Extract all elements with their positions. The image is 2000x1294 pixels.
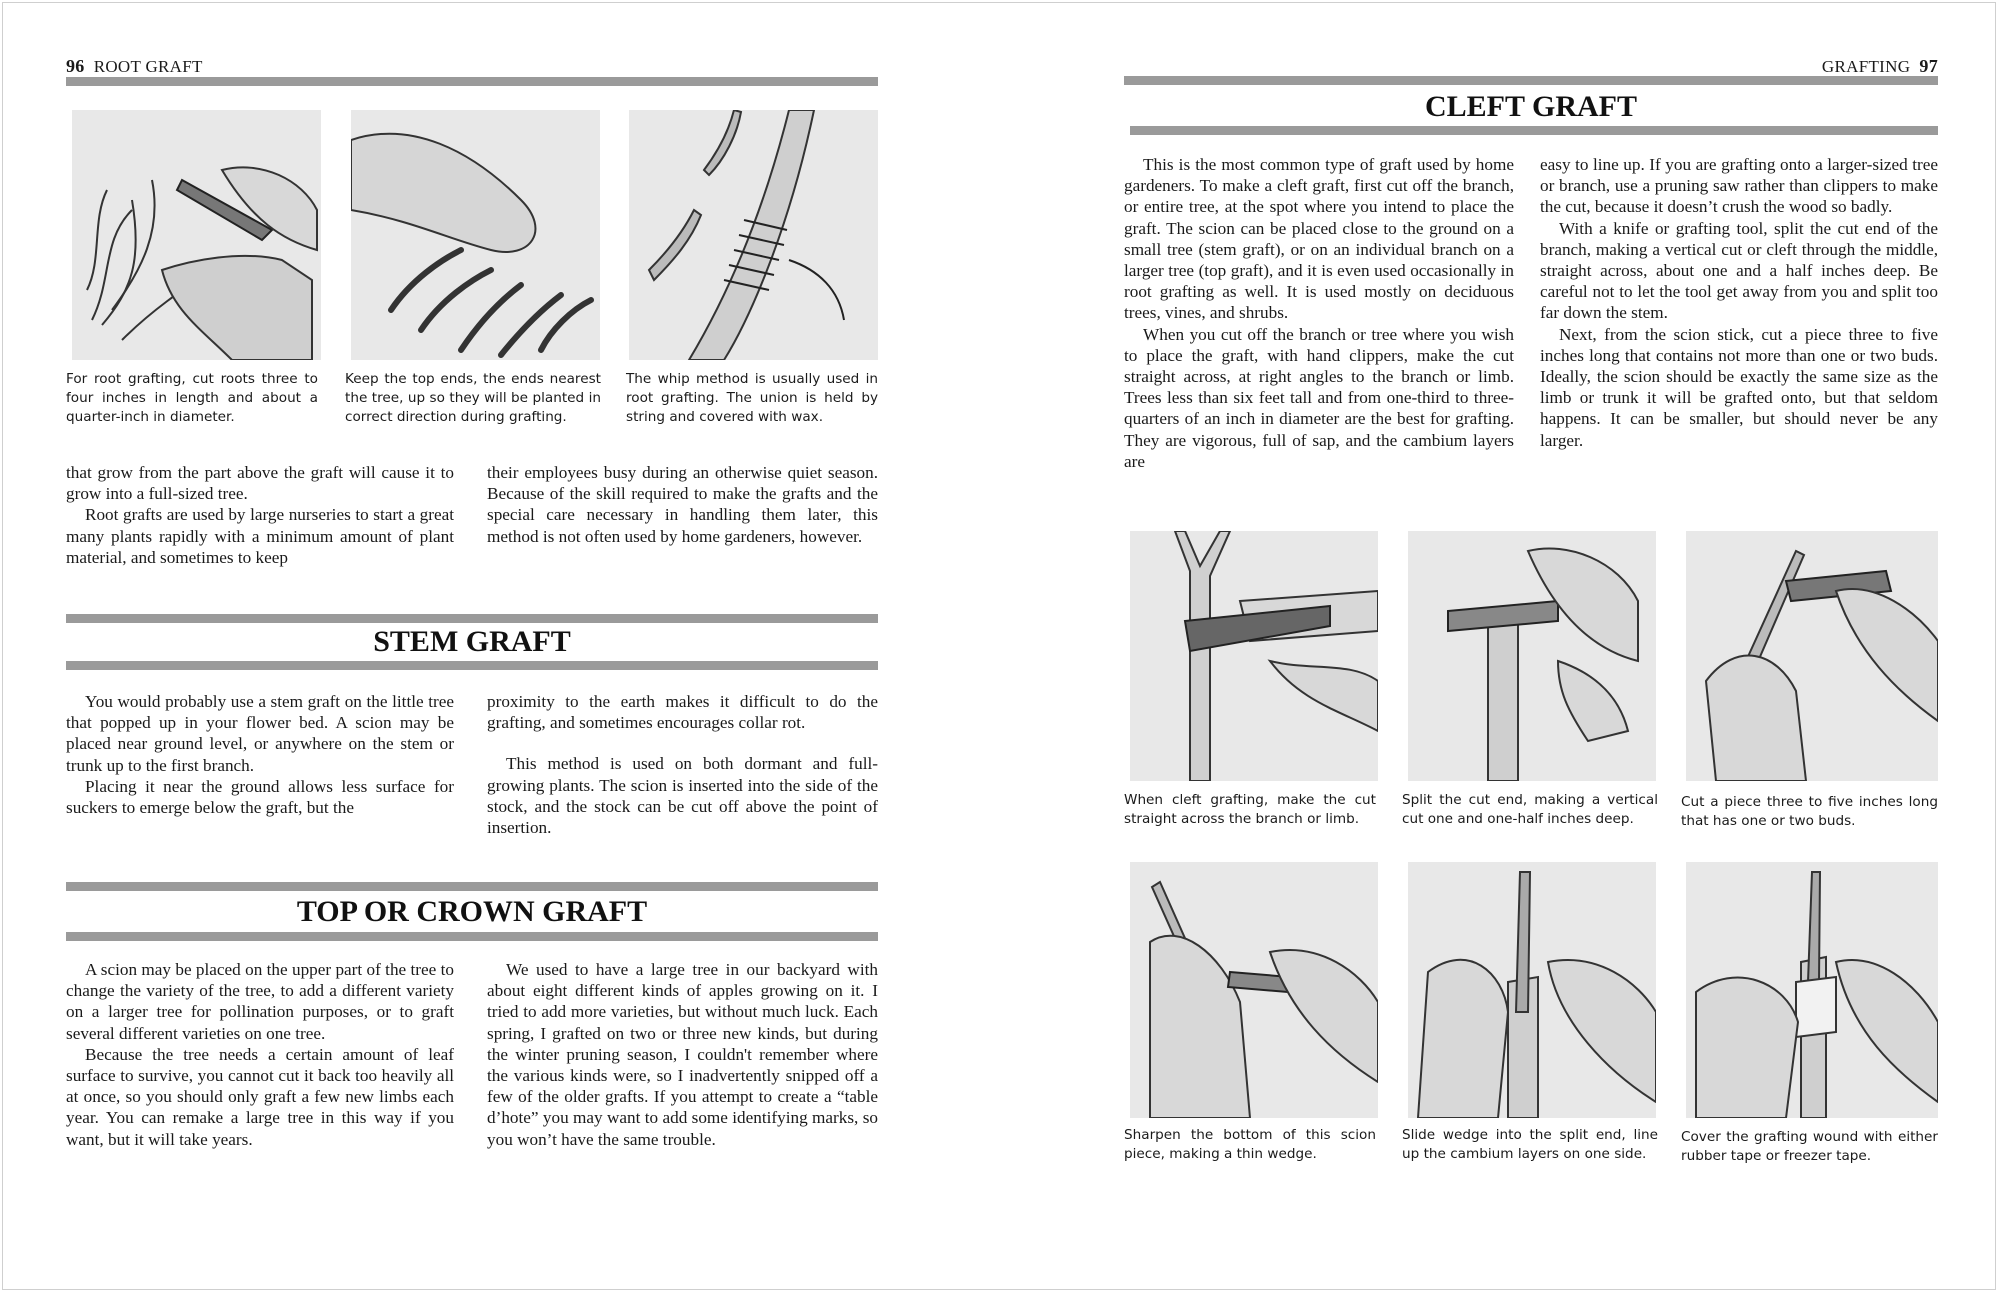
paragraph: their employees busy during an otherwise quiet season. Because of the skill required to make the grafts and the special care necessary in handling them later, this method is not often used by home gardeners, however.	[487, 463, 878, 546]
paragraph: proximity to the earth makes it difficult to do the grafting, and sometimes encourages collar rot.	[487, 692, 878, 733]
paragraph: Because the tree needs a certain amount of leaf surface to survive, you cannot cut it back too heavily all at once, so you should only graft a few new limbs each year. You can remake a large tree in this way if you want, but it will take years.	[66, 1044, 454, 1149]
insert-wedge-illustration	[1408, 862, 1656, 1118]
section-rule-top	[66, 882, 878, 891]
paragraph: Placing it near the ground allows less surface for suckers to emerge below the graft, but the	[66, 776, 454, 818]
paragraph: easy to line up. If you are grafting onto a larger-sized tree or branch, use a pruning saw rather than clippers to make the cut, because it doesn’t crush the wood so badly.	[1540, 155, 1938, 217]
figure-caption: Cover the grafting wound with either rubber tape or freezer tape.	[1681, 1129, 1938, 1164]
paragraph: With a knife or grafting tool, split the cut end of the branch, making a vertical cut or cleft through the middle, straight across, about one and a half inches deep. Be careful not to let the tool get away from you and split too far down the stem.	[1540, 218, 1938, 323]
figure-caption: Cut a piece three to five inches long that has one or two buds.	[1681, 794, 1938, 829]
cleft-graft-column-1	[1124, 154, 1514, 472]
sharpen-scion-illustration	[1130, 862, 1378, 1118]
cut-branch-illustration	[1130, 531, 1378, 781]
stem-graft-column-1	[66, 691, 454, 818]
root-cutting-illustration	[72, 110, 321, 360]
section-rule-bottom	[66, 932, 878, 941]
paragraph: that grow from the part above the graft will cause it to grow into a full-sized tree.	[66, 463, 454, 504]
heading-rule	[1130, 126, 1938, 135]
top-rule	[1124, 76, 1938, 85]
figure-caption: Split the cut end, making a vertical cut one and one-half inches deep.	[1402, 792, 1658, 827]
figure-caption: For root grafting, cut roots three to four inches in length and about a quarter-inch in diameter.	[66, 371, 318, 425]
left-running-head	[66, 56, 203, 77]
root-graft-column-2	[487, 462, 878, 547]
section-rule-bottom	[66, 661, 878, 670]
paragraph: Root grafts are used by large nurseries to start a great many plants rapidly with a minimum amount of plant material, and sometimes to keep	[66, 505, 454, 567]
cut-scion-illustration	[1686, 531, 1938, 781]
paragraph: Next, from the scion stick, cut a piece three to five inches long that contains not more than one or two buds. Ideally, the scion should be exactly the same size as the limb or trunk it will be grafted onto, but that seldom happens. It can be smaller, but should never be any larger.	[1540, 324, 1938, 450]
stem-graft-column-2	[487, 691, 878, 838]
root-pieces-illustration	[351, 110, 600, 360]
root-graft-column-1	[66, 462, 454, 568]
page-heading: CLEFT GRAFT	[1425, 90, 1637, 123]
section-heading: TOP OR CROWN GRAFT	[296, 895, 648, 928]
section-rule-top	[66, 614, 878, 623]
paragraph: A scion may be placed on the upper part of the tree to change the variety of the tree, to add a different variety on a larger tree for pollination purposes, or to graft several different varieties on one tree.	[66, 960, 454, 1043]
whip-graft-illustration	[629, 110, 878, 360]
figure-caption: Sharpen the bottom of this scion piece, making a thin wedge.	[1124, 1127, 1376, 1162]
cleft-graft-column-2	[1540, 154, 1938, 451]
left-page-number: 96	[66, 56, 85, 76]
left-section-title: ROOT GRAFT	[93, 57, 203, 76]
figure-caption: Slide wedge into the split end, line up the cambium layers on one side.	[1402, 1127, 1658, 1162]
section-heading: STEM GRAFT	[373, 625, 571, 658]
paragraph: This method is used on both dormant and full-growing plants. The scion is inserted into the side of the stock, and the stock can be cut off above the point of insertion.	[487, 754, 878, 838]
split-end-illustration	[1408, 531, 1656, 781]
top-graft-column-1	[66, 959, 454, 1150]
wrap-tape-illustration	[1686, 862, 1938, 1118]
paragraph: You would probably use a stem graft on the little tree that popped up in your flower bed. A scion may be placed near ground level, or anywhere on the stem or trunk up to the first branch.	[66, 692, 454, 775]
right-section-title: GRAFTING	[1821, 57, 1911, 76]
top-rule	[66, 77, 878, 86]
paragraph: When you cut off the branch or tree where you wish to place the graft, with hand clippers, make the cut straight across, at right angles to the branch or limb. Trees less than six feet tall and from one-third to three-quarters of an inch in diameter are the best for grafting. They are vigorous, full of sap, and the cambium layers are	[1124, 324, 1514, 471]
figure-caption: Keep the top ends, the ends nearest the tree, up so they will be planted in correct direction during grafting.	[345, 371, 601, 425]
paragraph: We used to have a large tree in our backyard with about eight different kinds of apples growing on it. I tried to add more varieties, but without much luck. Each spring, I grafted on two or three new kinds, but during the winter pruning season, I couldn't remember where the various kinds were, so I inadvertently snipped off a few of the older grafts. If you attempt to create a “table d’hote” you may want to add some identifying marks, so you won’t have the same trouble.	[487, 960, 878, 1149]
right-page-number: 97	[1919, 56, 1938, 76]
top-graft-column-2	[487, 959, 878, 1150]
right-running-head	[1822, 56, 1938, 77]
figure-caption: When cleft grafting, make the cut straight across the branch or limb.	[1124, 792, 1376, 827]
paragraph: This is the most common type of graft used by home gardeners. To make a cleft graft, first cut off the branch, or entire tree, at the spot where you intend to place the graft. The scion can be placed close to the ground on a small tree (stem graft), or on an individual branch on a larger tree (top graft), and it is even used occasionally in root grafting as well. It is used mostly on deciduous trees, vines, and shrubs.	[1124, 155, 1514, 323]
figure-caption: The whip method is usually used in root grafting. The union is held by string and covered with wax.	[626, 371, 878, 425]
